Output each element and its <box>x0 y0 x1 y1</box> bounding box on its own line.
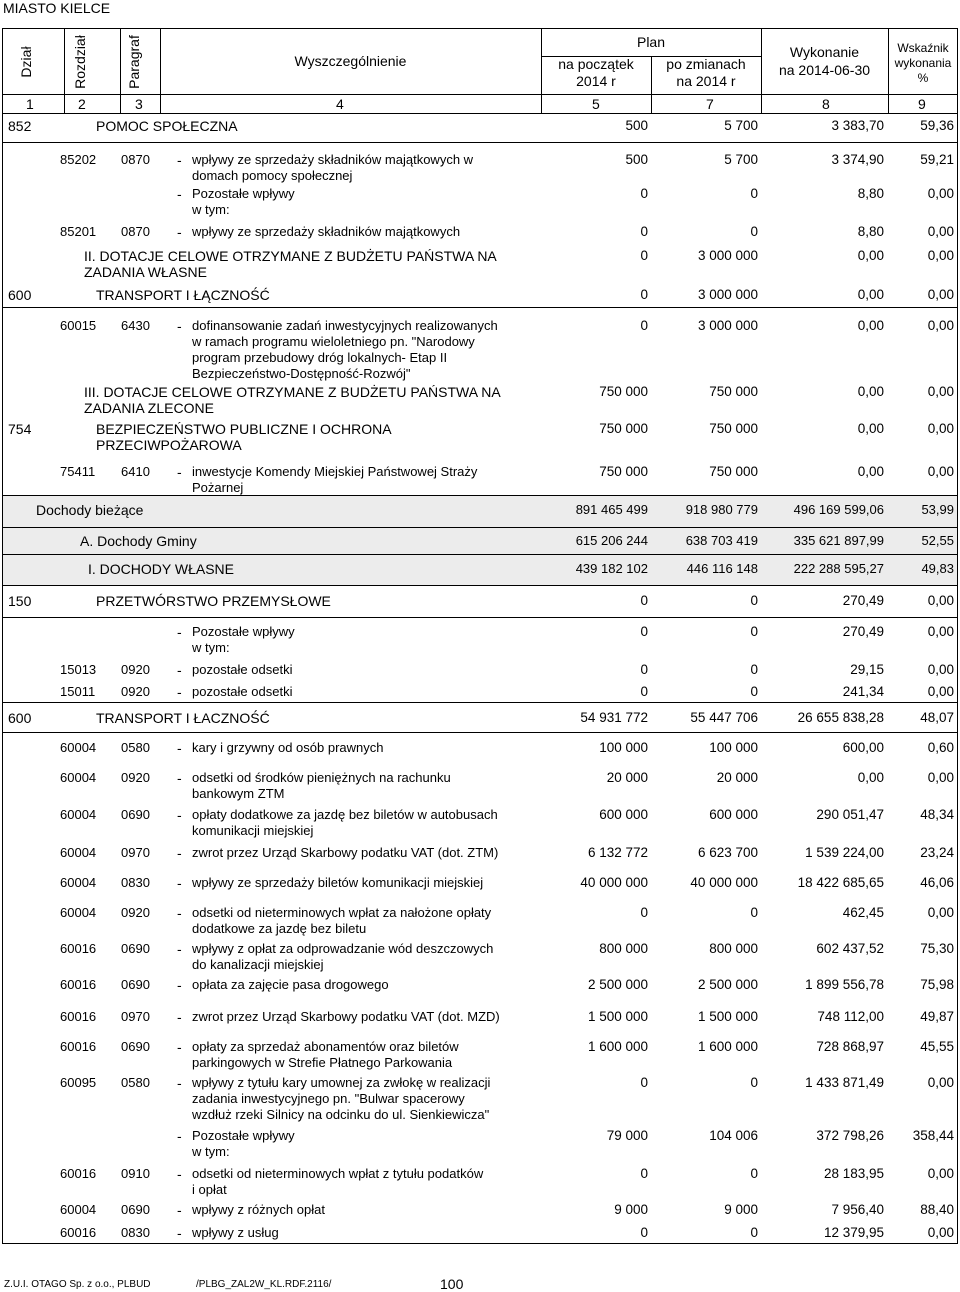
percent-value: 75,30 <box>920 941 954 956</box>
footer-page-number: 100 <box>440 1276 464 1292</box>
row-label: A. Dochody Gminy <box>80 533 197 549</box>
plan-start-value: 1 500 000 <box>587 1009 648 1024</box>
row-label: wpływy ze sprzedaży składników majątkowych w <box>192 152 474 167</box>
execution-value: 602 437,52 <box>816 941 884 956</box>
plan-start-value: 750 000 <box>599 464 648 479</box>
percent-value: 0,00 <box>927 593 954 608</box>
execution-value: 462,45 <box>842 905 884 920</box>
dash-bullet: - <box>177 1075 182 1091</box>
percent-value: 0,00 <box>927 1075 954 1090</box>
percent-value: 0,00 <box>927 905 954 920</box>
execution-value: 18 422 685,65 <box>797 875 884 890</box>
paragraf-cell: 0970 <box>121 845 150 860</box>
dzial-cell: 150 <box>8 593 32 609</box>
colnum-2: 2 <box>78 96 86 112</box>
percent-value: 0,00 <box>927 318 954 333</box>
row-label-cont: i opłat <box>192 1182 227 1197</box>
dash-bullet: - <box>177 977 182 993</box>
row-label: opłaty za sprzedaż abonamentów oraz biletów <box>192 1039 459 1054</box>
dash-bullet: - <box>177 875 182 891</box>
dzial-cell: 852 <box>8 118 32 134</box>
row-label: dofinansowanie zadań inwestycyjnych realizowanych <box>192 318 498 333</box>
row-label: I. DOCHODY WŁASNE <box>88 561 234 577</box>
execution-value: 0,00 <box>857 421 884 436</box>
page-title: MIASTO KIELCE <box>3 0 111 16</box>
col-line-3 <box>160 28 161 113</box>
plan-start-value: 750 000 <box>599 384 648 399</box>
row-label: odsetki od nieterminowych wpłat za nałożone opłaty <box>192 905 492 920</box>
plan-changed-value: 1 600 000 <box>697 1039 758 1054</box>
execution-value: 290 051,47 <box>816 807 884 822</box>
execution-value: 372 798,26 <box>816 1128 884 1143</box>
dash-bullet: - <box>177 224 182 240</box>
row-label: Dochody bieżące <box>36 502 144 518</box>
percent-value: 0,00 <box>927 770 954 785</box>
row-label: zwrot przez Urząd Skarbowy podatku VAT (dot. ZTM) <box>192 845 499 860</box>
row-label-cont: w tym: <box>192 1144 230 1159</box>
header-paragraf: Paragraf <box>126 35 142 89</box>
percent-value: 53,99 <box>921 502 954 517</box>
execution-value: 0,00 <box>857 287 884 302</box>
plan-changed-value: 600 000 <box>709 807 758 822</box>
header-wskaznik-2: wykonania <box>894 56 952 70</box>
paragraf-cell: 0920 <box>121 684 150 699</box>
execution-value: 29,15 <box>850 662 884 677</box>
header-dzial: Dział <box>18 46 34 78</box>
paragraf-cell: 0690 <box>121 977 150 992</box>
execution-value: 270,49 <box>842 624 884 639</box>
footer-company: Z.U.I. OTAGO Sp. z o.o., PLBUD <box>4 1279 151 1290</box>
rozdzial-cell: 60016 <box>60 977 97 992</box>
execution-value: 7 956,40 <box>831 1202 884 1217</box>
plan-changed-value: 55 447 706 <box>690 710 758 725</box>
row-label: POMOC SPOŁECZNA <box>96 118 238 134</box>
row-label: odsetki od nieterminowych wpłat z tytułu podatków <box>192 1166 484 1181</box>
colnum-3: 3 <box>135 96 143 112</box>
plan-start-value: 0 <box>640 905 648 920</box>
plan-changed-value: 0 <box>750 684 758 699</box>
plan-start-value: 439 182 102 <box>575 561 648 576</box>
plan-start-value: 500 <box>625 152 648 167</box>
sep-3 <box>2 495 958 496</box>
plan-start-value: 2 500 000 <box>587 977 648 992</box>
row-label: TRANSPORT I ŁACZNOŚĆ <box>96 710 270 726</box>
percent-value: 0,00 <box>927 421 954 436</box>
plan-changed-value: 20 000 <box>716 770 758 785</box>
paragraf-cell: 0690 <box>121 941 150 956</box>
colnum-divider <box>2 113 958 114</box>
rozdzial-cell: 60016 <box>60 1166 97 1181</box>
percent-value: 45,55 <box>920 1039 954 1054</box>
execution-value: 0,00 <box>857 248 884 263</box>
dash-bullet: - <box>177 905 182 921</box>
percent-value: 75,98 <box>920 977 954 992</box>
rozdzial-cell: 15011 <box>60 684 96 699</box>
dash-bullet: - <box>177 186 182 202</box>
row-label: odsetki od środków pieniężnych na rachunku <box>192 770 451 785</box>
plan-changed-value: 800 000 <box>709 941 758 956</box>
paragraf-cell: 0910 <box>121 1166 150 1181</box>
plan-changed-value: 0 <box>750 224 758 239</box>
percent-value: 48,07 <box>920 710 954 725</box>
percent-value: 59,36 <box>920 118 954 133</box>
plan-start-value: 40 000 000 <box>580 875 648 890</box>
plan-start-value: 891 465 499 <box>575 502 648 517</box>
row-label-cont: program przebudowy dróg lokalnych- Etap II <box>192 350 448 365</box>
row-label: wpływy z opłat za odprowadzanie wód deszczowych <box>192 941 494 956</box>
dash-bullet: - <box>177 318 182 334</box>
execution-value: 12 379,95 <box>823 1225 884 1240</box>
paragraf-cell: 0580 <box>121 1075 150 1090</box>
paragraf-cell: 0970 <box>121 1009 150 1024</box>
row-label: opłata za zajęcie pasa drogowego <box>192 977 389 992</box>
rozdzial-cell: 60004 <box>60 1202 97 1217</box>
header-plan: Plan <box>636 34 666 50</box>
plan-changed-value: 918 980 779 <box>685 502 758 517</box>
plan-changed-value: 750 000 <box>709 464 758 479</box>
sep-9 <box>2 732 958 733</box>
dash-bullet: - <box>177 464 182 480</box>
dash-bullet: - <box>177 1166 182 1182</box>
dzial-cell: 754 <box>8 421 32 437</box>
rozdzial-cell: 60004 <box>60 807 97 822</box>
plan-changed-value: 750 000 <box>709 421 758 436</box>
row-label: TRANSPORT I ŁĄCZNOŚĆ <box>96 287 270 303</box>
row-label-cont: ZADANIA WŁASNE <box>84 264 207 280</box>
plan-start-value: 9 000 <box>614 1202 648 1217</box>
row-label-cont: dodatkowe za jazdę bez biletu <box>192 921 367 936</box>
percent-value: 0,00 <box>927 662 954 677</box>
plan-changed-value: 0 <box>750 905 758 920</box>
row-label: opłaty dodatkowe za jazdę bez biletów w autobusach <box>192 807 498 822</box>
plan-changed-value: 6 623 700 <box>697 845 758 860</box>
paragraf-cell: 0920 <box>121 905 150 920</box>
sep-5 <box>2 554 958 555</box>
row-label: pozostałe odsetki <box>192 684 293 699</box>
plan-start-value: 1 600 000 <box>587 1039 648 1054</box>
plan-changed-value: 638 703 419 <box>685 533 758 548</box>
execution-value: 1 433 871,49 <box>805 1075 884 1090</box>
rozdzial-cell: 60016 <box>60 941 97 956</box>
paragraf-cell: 0830 <box>121 875 150 890</box>
row-label-cont: ZADANIA ZLECONE <box>84 400 214 416</box>
paragraf-cell: 0830 <box>121 1225 150 1240</box>
rozdzial-cell: 60004 <box>60 845 97 860</box>
percent-value: 0,00 <box>927 287 954 302</box>
header-po-zmianach: po zmianach <box>666 56 746 72</box>
row-label: PRZETWÓRSTWO PRZEMYSŁOWE <box>96 593 331 609</box>
plan-start-value: 0 <box>640 287 648 302</box>
plan-start-value: 800 000 <box>599 941 648 956</box>
dash-bullet: - <box>177 1128 182 1144</box>
plan-start-value: 0 <box>640 248 648 263</box>
dash-bullet: - <box>177 770 182 786</box>
paragraf-cell: 0920 <box>121 662 150 677</box>
dash-bullet: - <box>177 624 182 640</box>
execution-value: 1 899 556,78 <box>805 977 884 992</box>
colnum-5: 5 <box>592 96 600 112</box>
row-label: zwrot przez Urząd Skarbowy podatku VAT (dot. MZD) <box>192 1009 500 1024</box>
paragraf-cell: 6410 <box>121 464 150 479</box>
plan-start-value: 750 000 <box>599 421 648 436</box>
plan-start-value: 600 000 <box>599 807 648 822</box>
paragraf-cell: 0690 <box>121 1039 150 1054</box>
percent-value: 52,55 <box>921 533 954 548</box>
plan-changed-value: 0 <box>750 186 758 201</box>
execution-value: 8,80 <box>857 224 884 239</box>
percent-value: 23,24 <box>920 845 954 860</box>
plan-start-value: 20 000 <box>606 770 648 785</box>
plan-start-value: 0 <box>640 1225 648 1240</box>
row-label: Pozostałe wpływy <box>192 624 295 639</box>
row-label-cont: Pożarnej <box>192 480 244 495</box>
rozdzial-cell: 15013 <box>60 662 97 677</box>
percent-value: 0,60 <box>927 740 954 755</box>
rozdzial-cell: 60015 <box>60 318 97 333</box>
row-label: wpływy z tytułu kary umownej za zwłokę w realizacji <box>192 1075 491 1090</box>
row-label: inwestycje Komendy Miejskiej Państwowej Straży <box>192 464 478 479</box>
paragraf-cell: 0580 <box>121 740 150 755</box>
colnum-1: 1 <box>26 96 34 112</box>
plan-changed-value: 9 000 <box>724 1202 758 1217</box>
percent-value: 0,00 <box>927 684 954 699</box>
execution-value: 728 868,97 <box>816 1039 884 1054</box>
row-label: Pozostałe wpływy <box>192 1128 295 1143</box>
plan-changed-value: 100 000 <box>709 740 758 755</box>
execution-value: 8,80 <box>857 186 884 201</box>
dash-bullet: - <box>177 845 182 861</box>
plan-start-value: 500 <box>625 118 648 133</box>
row-label-cont: w tym: <box>192 202 230 217</box>
execution-value: 28 183,95 <box>823 1166 884 1181</box>
dash-bullet: - <box>177 1009 182 1025</box>
row-label-cont: wzdłuż rzeki Silnicy na odcinku do ul. Sienkiewicza" <box>192 1107 490 1122</box>
rozdzial-cell: 60004 <box>60 875 97 890</box>
row-label-cont: PRZECIWPOŻAROWA <box>96 437 242 453</box>
percent-value: 0,00 <box>927 224 954 239</box>
rozdzial-cell: 60095 <box>60 1075 97 1090</box>
plan-changed-value: 1 500 000 <box>697 1009 758 1024</box>
header-rozdzial: Rozdział <box>72 35 88 89</box>
percent-value: 0,00 <box>927 384 954 399</box>
sep-2 <box>2 307 958 308</box>
sep-4 <box>2 527 958 528</box>
plan-changed-value: 5 700 <box>724 118 758 133</box>
row-label: wpływy ze sprzedaży biletów komunikacji miejskiej <box>192 875 484 890</box>
colnum-8: 8 <box>822 96 830 112</box>
row-label-cont: do kanalizacji miejskiej <box>192 957 324 972</box>
paragraf-cell: 0920 <box>121 770 150 785</box>
col-line-1 <box>64 28 65 113</box>
plan-start-value: 79 000 <box>606 1128 648 1143</box>
percent-value: 46,06 <box>920 875 954 890</box>
dash-bullet: - <box>177 740 182 756</box>
plan-changed-value: 0 <box>750 1166 758 1181</box>
row-label: wpływy ze sprzedaży składników majątkowych <box>192 224 461 239</box>
percent-value: 59,21 <box>920 152 954 167</box>
row-label-cont: domach pomocy społecznej <box>192 168 353 183</box>
percent-value: 0,00 <box>927 248 954 263</box>
header-wykonanie: Wykonanie <box>789 44 860 60</box>
rozdzial-cell: 60016 <box>60 1039 97 1054</box>
header-po-zmianach-2: na 2014 r <box>676 73 736 89</box>
execution-value: 3 383,70 <box>831 118 884 133</box>
plan-start-value: 54 931 772 <box>580 710 648 725</box>
execution-value: 0,00 <box>857 384 884 399</box>
percent-value: 0,00 <box>927 464 954 479</box>
execution-value: 496 169 599,06 <box>793 502 884 517</box>
rozdzial-cell: 85202 <box>60 152 97 167</box>
plan-changed-value: 2 500 000 <box>697 977 758 992</box>
execution-value: 600,00 <box>842 740 884 755</box>
rozdzial-cell: 60004 <box>60 905 97 920</box>
row-label: wpływy z usług <box>192 1225 279 1240</box>
paragraf-cell: 0870 <box>121 224 150 239</box>
plan-changed-value: 0 <box>750 662 758 677</box>
plan-start-value: 615 206 244 <box>575 533 648 548</box>
plan-start-value: 0 <box>640 624 648 639</box>
footer-path: /PLBG_ZAL2W_KL.RDF.2116/ <box>196 1279 332 1290</box>
dzial-cell: 600 <box>8 287 32 303</box>
row-label-cont: w tym: <box>192 640 230 655</box>
row-label-cont: parkingowych w Strefie Płatnego Parkowania <box>192 1055 453 1070</box>
percent-value: 49,83 <box>921 561 954 576</box>
percent-value: 0,00 <box>927 1225 954 1240</box>
plan-start-value: 0 <box>640 186 648 201</box>
percent-value: 88,40 <box>920 1202 954 1217</box>
rozdzial-cell: 85201 <box>60 224 97 239</box>
execution-value: 241,34 <box>842 684 884 699</box>
colnum-9: 9 <box>918 96 926 112</box>
execution-value: 335 621 897,99 <box>793 533 884 548</box>
plan-start-value: 0 <box>640 662 648 677</box>
dzial-cell: 600 <box>8 710 32 726</box>
percent-value: 48,34 <box>920 807 954 822</box>
execution-value: 1 539 224,00 <box>805 845 884 860</box>
dash-bullet: - <box>177 941 182 957</box>
execution-value: 0,00 <box>857 464 884 479</box>
percent-value: 0,00 <box>927 624 954 639</box>
row-label-cont: zadania inwestycyjnego pn. "Bulwar spacerowy <box>192 1091 465 1106</box>
rozdzial-cell: 60004 <box>60 770 97 785</box>
percent-value: 0,00 <box>927 186 954 201</box>
plan-changed-value: 3 000 000 <box>697 287 758 302</box>
plan-changed-value: 3 000 000 <box>697 248 758 263</box>
paragraf-cell: 0690 <box>121 1202 150 1217</box>
row-label: II. DOTACJE CELOWE OTRZYMANE Z BUDŻETU PAŃSTWA NA <box>84 248 497 264</box>
sep-8 <box>2 702 958 703</box>
paragraf-cell: 0690 <box>121 807 150 822</box>
row-label: wpływy z różnych opłat <box>192 1202 325 1217</box>
plan-changed-value: 40 000 000 <box>690 875 758 890</box>
percent-value: 0,00 <box>927 1166 954 1181</box>
dash-bullet: - <box>177 807 182 823</box>
execution-value: 270,49 <box>842 593 884 608</box>
header-divider <box>2 94 958 95</box>
paragraf-cell: 6430 <box>121 318 150 333</box>
rozdzial-cell: 75411 <box>60 464 96 479</box>
execution-value: 3 374,90 <box>831 152 884 167</box>
plan-changed-value: 0 <box>750 624 758 639</box>
row-label-cont: bankowym ZTM <box>192 786 285 801</box>
dash-bullet: - <box>177 1202 182 1218</box>
execution-value: 0,00 <box>857 770 884 785</box>
execution-value: 748 112,00 <box>817 1009 884 1024</box>
dash-bullet: - <box>177 1039 182 1055</box>
percent-value: 49,87 <box>920 1009 954 1024</box>
execution-value: 222 288 595,27 <box>793 561 884 576</box>
row-label: BEZPIECZEŃSTWO PUBLICZNE I OCHRONA <box>96 421 392 437</box>
header-wskaznik: Wskaźnik <box>897 41 949 55</box>
plan-changed-value: 104 006 <box>709 1128 758 1143</box>
header-wykonanie-2: na 2014-06-30 <box>778 62 871 78</box>
paragraf-cell: 0870 <box>121 152 150 167</box>
plan-start-value: 0 <box>640 684 648 699</box>
plan-changed-value: 5 700 <box>724 152 758 167</box>
rozdzial-cell: 60016 <box>60 1225 97 1240</box>
colnum-4: 4 <box>336 96 344 112</box>
plan-changed-value: 0 <box>750 1075 758 1090</box>
execution-value: 26 655 838,28 <box>797 710 884 725</box>
header-wyszczegolnienie: Wyszczególnienie <box>294 53 407 69</box>
plan-start-value: 100 000 <box>599 740 648 755</box>
percent-value: 358,44 <box>912 1128 954 1143</box>
plan-changed-value: 446 116 148 <box>686 561 758 576</box>
sep-6 <box>2 585 958 586</box>
dash-bullet: - <box>177 152 182 168</box>
col-line-2 <box>120 28 121 113</box>
plan-start-value: 0 <box>640 1075 648 1090</box>
plan-changed-value: 3 000 000 <box>697 318 758 333</box>
plan-start-value: 0 <box>640 1166 648 1181</box>
header-na-poczatek: na początek <box>558 56 634 72</box>
row-label-cont: Bezpieczeństwo-Dostępność-Rozwój" <box>192 366 411 381</box>
row-label: pozostałe odsetki <box>192 662 293 677</box>
sep-1 <box>2 142 958 143</box>
header-wskaznik-3: % <box>917 71 929 85</box>
rozdzial-cell: 60016 <box>60 1009 97 1024</box>
row-label-cont: w ramach programu wieloletniego pn. "Narodowy <box>192 334 475 349</box>
header-na-poczatek-2: 2014 r <box>576 73 616 89</box>
dash-bullet: - <box>177 1225 182 1241</box>
plan-changed-value: 0 <box>750 1225 758 1240</box>
dash-bullet: - <box>177 662 182 678</box>
plan-start-value: 0 <box>640 593 648 608</box>
plan-changed-value: 0 <box>750 593 758 608</box>
colnum-7: 7 <box>706 96 714 112</box>
plan-start-value: 0 <box>640 318 648 333</box>
rozdzial-cell: 60004 <box>60 740 97 755</box>
plan-start-value: 0 <box>640 224 648 239</box>
sep-7 <box>2 617 958 618</box>
row-label: kary i grzywny od osób prawnych <box>192 740 384 755</box>
row-label: Pozostałe wpływy <box>192 186 295 201</box>
plan-changed-value: 750 000 <box>709 384 758 399</box>
plan-start-value: 6 132 772 <box>587 845 648 860</box>
row-label: III. DOTACJE CELOWE OTRZYMANE Z BUDŻETU PAŃSTWA NA <box>84 384 501 400</box>
dash-bullet: - <box>177 684 182 700</box>
row-label-cont: komunikacji miejskiej <box>192 823 314 838</box>
execution-value: 0,00 <box>857 318 884 333</box>
